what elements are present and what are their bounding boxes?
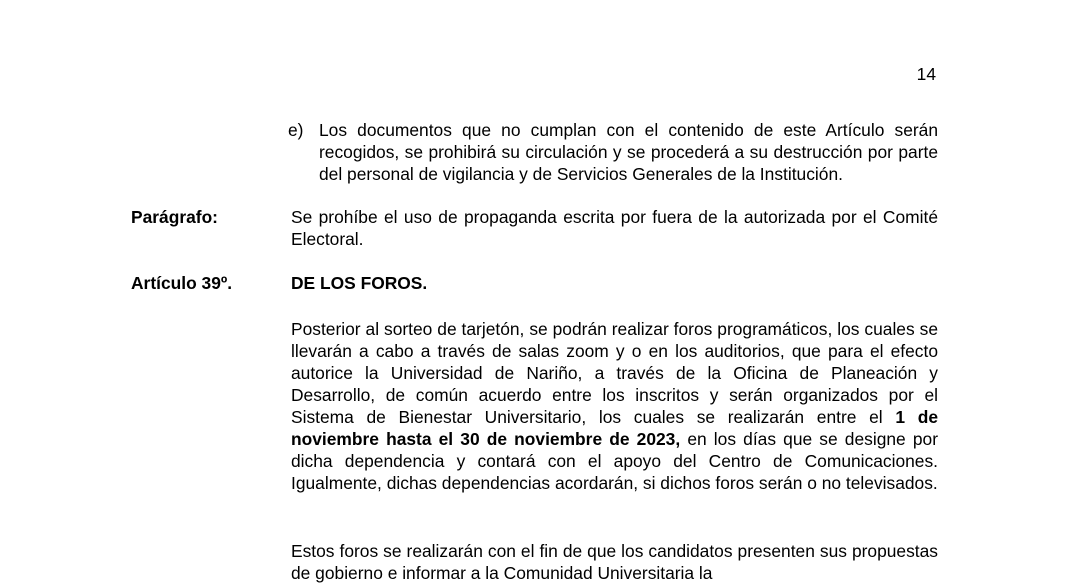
paragraph-1-part-2: en los días que se designe por dicha dependencia y contará con el apoyo del Centro de Comunicaciones. Igualmente, dichas dependencias acordarán, si dichos foros serán o no televisados. bbox=[291, 429, 938, 493]
page-number: 14 bbox=[916, 64, 936, 84]
article-heading bbox=[131, 272, 938, 294]
article-paragraph-1 bbox=[291, 318, 938, 494]
paragrafo-label: Parágrafo: bbox=[131, 207, 218, 227]
list-item-text: Los documentos que no cumplan con el contenido de este Artículo serán recogidos, se prohibirá su circulación y se procederá a su destrucción por parte del personal de vigilancia y de Servicios Generales de la Institución. bbox=[319, 120, 938, 184]
list-item-e bbox=[288, 119, 938, 185]
article-number: Artículo 39º. bbox=[131, 273, 233, 293]
paragraph-1-part-1: Posterior al sorteo de tarjetón, se podrán realizar foros programáticos, los cuales se llevarán a cabo a través de salas zoom y o en los auditorios, que para el efecto autorice la Universidad de Nariño, a través de la Oficina de Planeación y Desarrollo, de común acuerdo entre los inscritos y serán organizados por el Sistema de Bienestar Universitario, los cuales se realizarán entre el bbox=[291, 319, 938, 427]
paragrafo-section bbox=[131, 206, 938, 250]
paragrafo-text: Se prohíbe el uso de propaganda escrita por fuera de la autorizada por el Comité Electoral. bbox=[291, 207, 938, 249]
list-item-marker: e) bbox=[288, 120, 304, 140]
article-title: DE LOS FOROS. bbox=[291, 273, 428, 293]
article-paragraph-2: Estos foros se realizarán con el fin de que los candidatos presenten sus propuestas de gobierno e informar a la Comunidad Universitaria la bbox=[291, 541, 938, 583]
paragraph-1-date-range: 1 de noviembre hasta el 30 de noviembre de 2023, bbox=[291, 407, 938, 449]
